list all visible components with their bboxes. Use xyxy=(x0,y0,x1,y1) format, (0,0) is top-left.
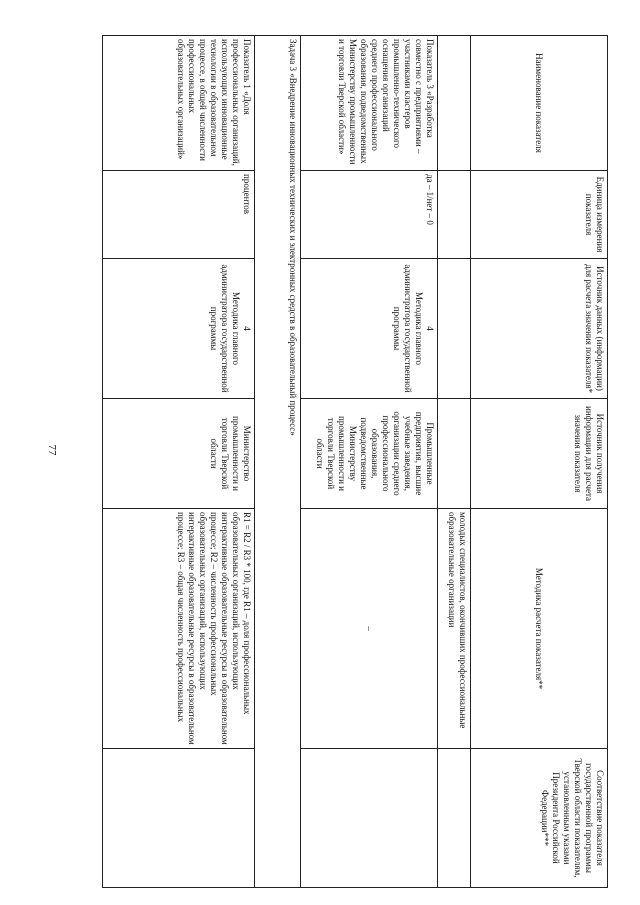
cell-compliance xyxy=(438,749,471,888)
header-info-source: Источник получения информации для расчета значения показателя xyxy=(471,399,608,509)
cell-info-source xyxy=(438,399,471,509)
header-row xyxy=(471,36,608,888)
cell-name: Показатель 1 «Доля профессиональных организаций, использующих инновационные технологии в образовательном процессе, в общей численности профессиональных образовательных организаций» xyxy=(103,36,255,171)
cell-compliance xyxy=(103,749,255,888)
header-data-source: Источник данных (информации) для расчета значения показателя* xyxy=(471,259,608,399)
data-source-number: 4 xyxy=(425,326,435,331)
cell-name xyxy=(438,36,471,171)
header-compliance: Соответствие показателя государственной программы Тверской области показателям, установленным указами Президента Российской Федерации*** xyxy=(471,749,608,888)
cell-method: – xyxy=(301,509,438,749)
cell-method: R1 = R2 / R3 * 100, где R1 – доля профессиональных образовательных организаций, использующих интерактивные образовательные ресурсы в образовательном процессе; R2 – численность профессиональных образовательных организаций, использующих интерактивные образовательные ресурсы в образовательном процессе; R3 – общая численность профессиональных xyxy=(103,509,255,749)
page-number: 77 xyxy=(46,444,58,456)
cell-compliance xyxy=(301,749,438,888)
cell-method: молодых специалистов, окончивших профессиональные образовательные организации xyxy=(438,509,471,749)
rotated-page xyxy=(102,35,608,887)
table-row xyxy=(438,36,471,888)
cell-data-source xyxy=(103,259,255,399)
table-row xyxy=(103,36,255,888)
cell-name: Показатель 3 «Разработка совместно с предприятиями – участниками кластеров промышленно-технического оснащения организаций среднего профессионального образования, подведомственных Министерству промышленности и торговли Тверской области» xyxy=(301,36,438,171)
data-source-text: Методика главного администратора государственной программы xyxy=(209,264,242,393)
data-source-text: Методика главного администратора государственной программы xyxy=(392,264,425,393)
header-name: Наименование показателя xyxy=(471,36,608,171)
cell-unit: процентов xyxy=(103,171,255,259)
task-row xyxy=(255,36,301,888)
cell-info-source: Министерство промышленности и торговли Тверской области xyxy=(103,399,255,509)
header-method: Методика расчета показателя** xyxy=(471,509,608,749)
indicator-table xyxy=(102,35,608,888)
data-source-number: 4 xyxy=(242,326,252,331)
cell-info-source: Промышленные предприятия, высшие учебные заведения, организации среднего профессионального образования, подведомственные Министерству промышленности и торговли Тверской области xyxy=(301,399,438,509)
cell-data-source xyxy=(438,259,471,399)
task-title: Задача 3 «Внедрение инновационных технических и электронных средств в образовательный процесс» xyxy=(255,36,301,888)
cell-unit: да – 1/нет – 0 xyxy=(301,171,438,259)
cell-data-source xyxy=(301,259,438,399)
cell-unit xyxy=(438,171,471,259)
header-unit: Единица измерения показателя xyxy=(471,171,608,259)
table-row xyxy=(301,36,438,888)
